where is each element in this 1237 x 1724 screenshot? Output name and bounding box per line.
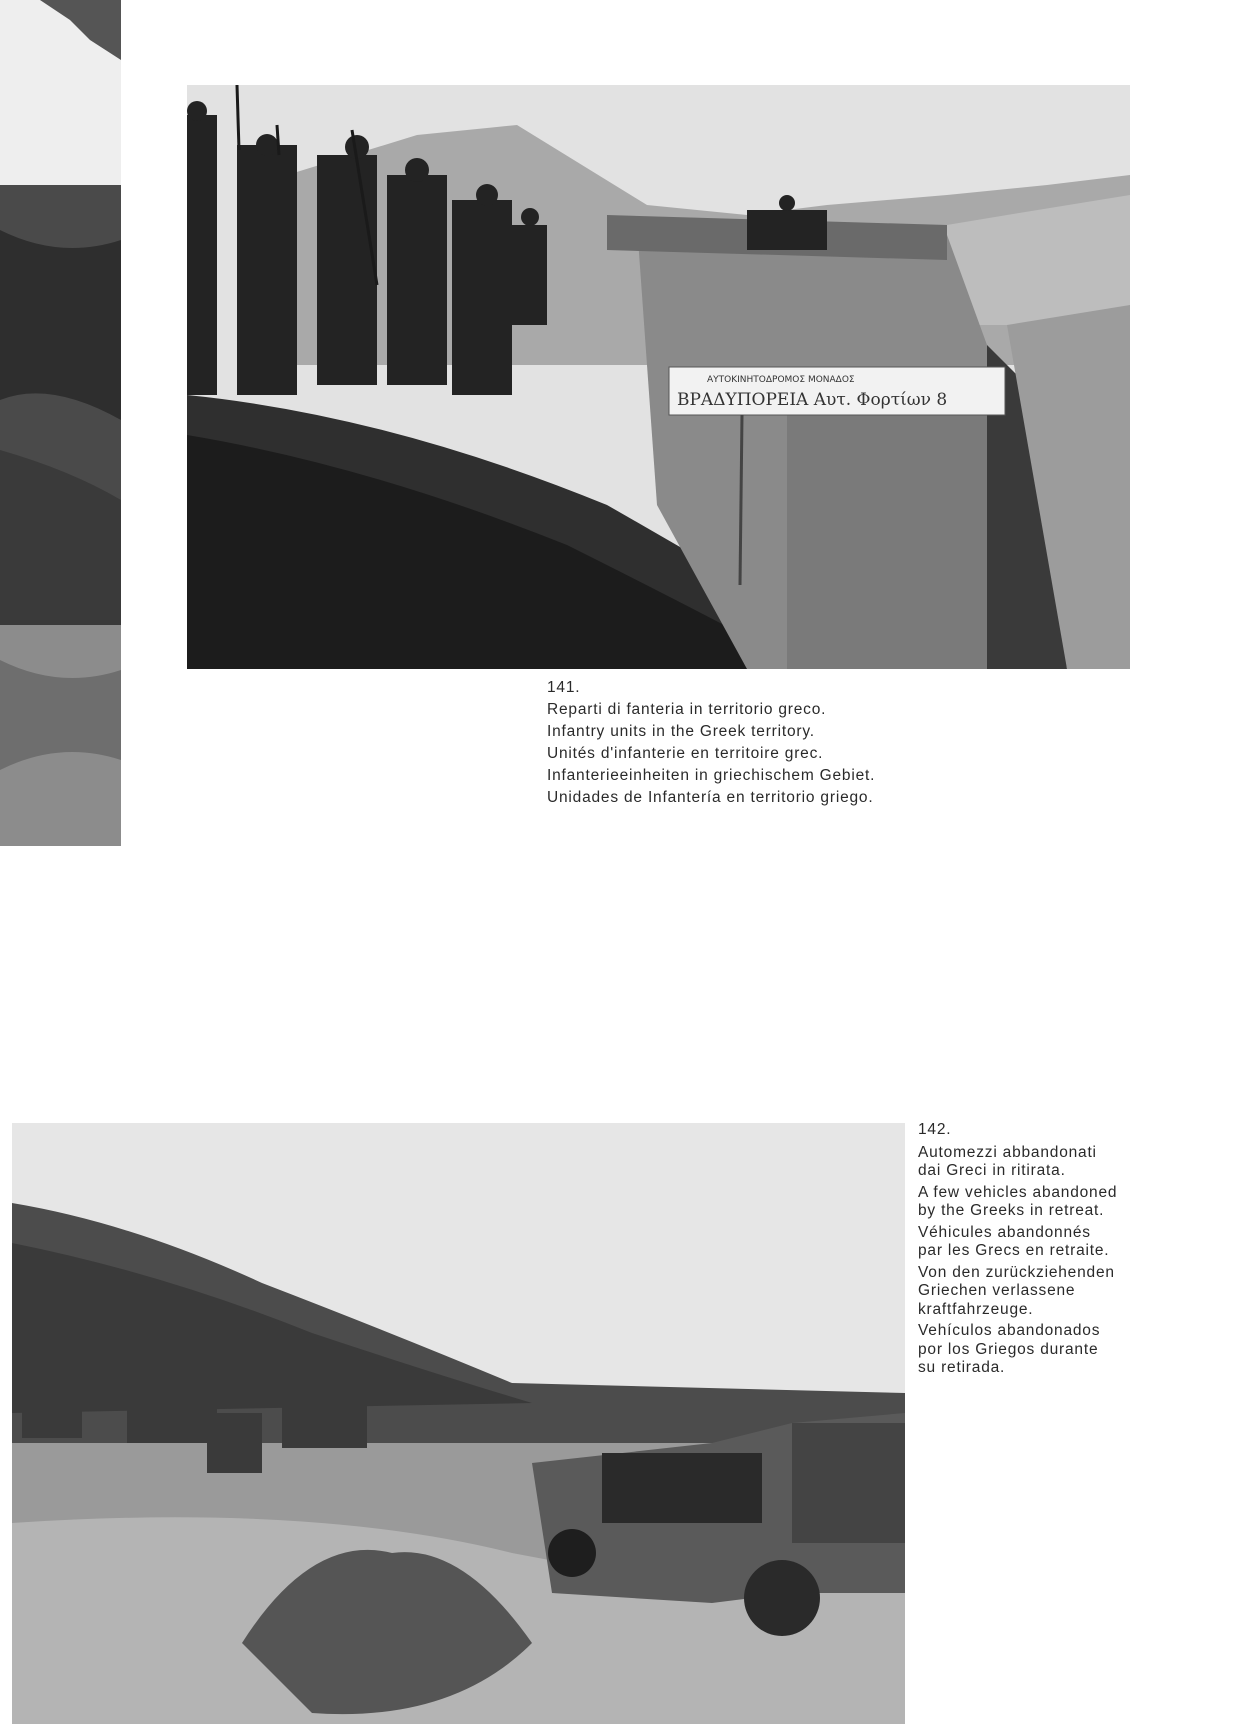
caption-french	[918, 1224, 1117, 1261]
vehicles-photo-graphic	[12, 1123, 905, 1724]
caption-line: Von den zurückziehenden	[918, 1263, 1115, 1281]
photo-abandoned-vehicles	[12, 1123, 905, 1724]
caption-line: Vehículos abandonados	[918, 1322, 1101, 1339]
caption-line: Véhicules abandonnés	[918, 1223, 1091, 1241]
caption-spanish	[918, 1322, 1117, 1378]
caption-german: Infanterieeinheiten in griechischem Gebiet.	[547, 767, 876, 784]
caption-spanish: Unidades de Infantería en territorio griego.	[547, 789, 874, 806]
sign-line-2: ΒΡΑΔΥΠΟΡΕΙΑ Αυτ. Φορτίων 8	[677, 390, 948, 410]
caption-line: Griechen verlassene	[918, 1282, 1076, 1299]
figure-number: 142.	[918, 1121, 952, 1138]
caption-german	[918, 1264, 1117, 1320]
caption-line: dai Greci in ritirata.	[918, 1162, 1066, 1179]
caption-italian: Reparti di fanteria in territorio greco.	[547, 701, 827, 718]
caption-english	[918, 1184, 1117, 1221]
left-edge-photo-graphic	[0, 0, 121, 846]
caption-english: Infantry units in the Greek territory.	[547, 723, 815, 740]
caption-141	[547, 677, 875, 809]
caption-line: by the Greeks in retreat.	[918, 1202, 1105, 1219]
caption-142	[918, 1121, 1117, 1381]
caption-line: par les Grecs en retraite.	[918, 1242, 1110, 1259]
caption-line: por los Griegos durante	[918, 1340, 1099, 1358]
sign-line-1: ΑΥΤΟΚΙΝΗΤΟΔΡΟΜΟΣ ΜΟΝΑΔΟΣ	[707, 375, 855, 385]
caption-italian	[918, 1144, 1117, 1181]
caption-line: kraftfahrzeuge.	[918, 1300, 1034, 1318]
infantry-photo-graphic	[187, 85, 1130, 669]
photo-infantry-units	[187, 85, 1130, 669]
caption-line: Automezzi abbandonati	[918, 1143, 1097, 1161]
figure-number: 141.	[547, 679, 581, 696]
photo-left-edge-fragment	[0, 0, 121, 846]
caption-french: Unités d'infanterie en territoire grec.	[547, 745, 824, 762]
caption-line: A few vehicles abandoned	[918, 1183, 1118, 1201]
caption-line: su retirada.	[918, 1359, 1006, 1376]
